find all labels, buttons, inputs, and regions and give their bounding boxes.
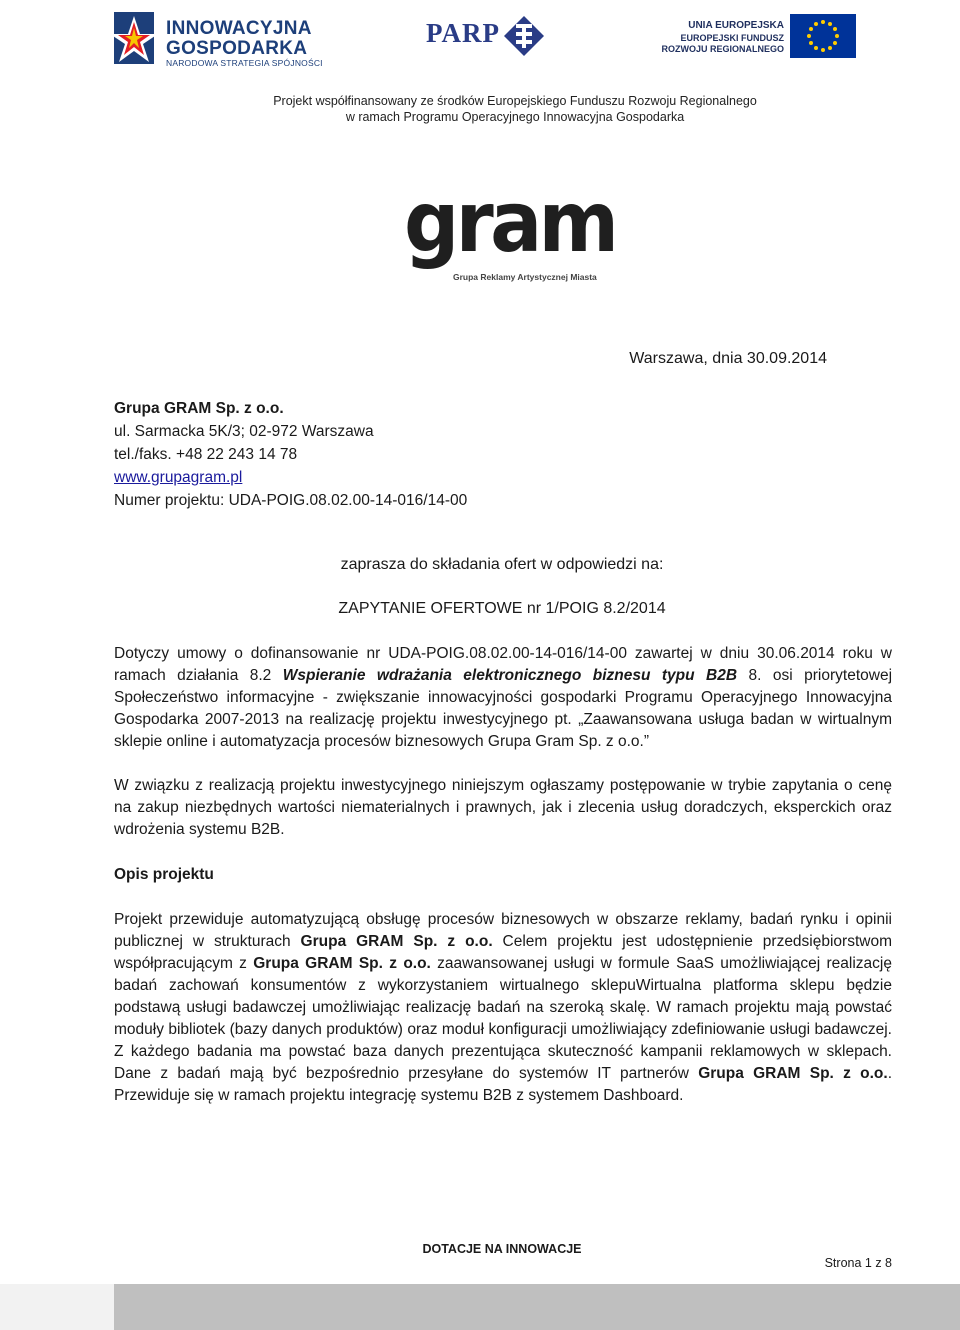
eu-flag-icon: [790, 14, 856, 58]
desc-text-2: Celem projektu jest udostępnienie przedsiębiorstwom współpracującym z: [114, 933, 892, 972]
eu-logo-line1: UNIA EUROPEJSKA: [688, 20, 784, 31]
ig-logo-line3: NARODOWA STRATEGIA SPÓJNOŚCI: [166, 58, 323, 68]
project-description-heading: Opis projektu: [114, 866, 214, 883]
eu-logo-line2: EUROPEJSKI FUNDUSZ: [680, 33, 784, 43]
parp-logo-text: PARP: [426, 18, 500, 48]
cofinance-line-1: Projekt współfinansowany ze środków Europejskiego Funduszu Rozwoju Regionalnego: [273, 94, 757, 108]
project-number: Numer projektu: UDA-POIG.08.02.00-14-016/14-00: [114, 492, 468, 509]
measure-name: Wspieranie wdrażania elektronicznego biznesu typu B2B: [282, 667, 738, 684]
phone-fax: tel./faks. +48 22 243 14 78: [114, 446, 298, 463]
desc-text-3: zaawansowanej usługi w formule SaaS umożliwiającej realizację badań zachowań konsumentów z wykorzystaniem wirtualnego sklepuWirtualna platforma sklepu będzie podstawą usługi badawczej umożliwiając realizację badań na szeroką skalę. W ramach projektu mają powstać moduły bibliotek (bazy danych produktów) oraz moduł konfiguracji umożliwiający zdefiniowanie usługi badawczej. Z każdego badania ma powstać baza danych prezentująca skuteczność kampanii reklamowych w sklepach. Dane z badań mają być bezpośrednio przesyłane do systemów IT partnerów: [114, 955, 892, 1082]
tender-title: ZAPYTANIE OFERTOWE nr 1/POIG 8.2/2014: [338, 600, 666, 617]
desc-text-1: Projekt przewiduje automatyzującą obsługę procesów biznesowych w obszarze reklamy, badań rynku i opinii publicznej w strukturach: [114, 911, 892, 950]
company-name: Grupa GRAM Sp. z o.o.: [114, 400, 284, 417]
date-line: Warszawa, dnia 30.09.2014: [629, 350, 827, 367]
parp-mark-icon: [502, 14, 546, 58]
desc-company-2: Grupa GRAM Sp. z o.o.: [253, 955, 431, 972]
parp-logo: [426, 12, 550, 60]
eu-logo: [661, 14, 856, 60]
paragraph-agreement-part2: 8. osi priorytetowej Społeczeństwo informacyjne - zwiększanie innowacyjności gospodarki Programu Operacyjnego Innowacyjna Gospodarka 2007-2013 na realizację projektu inwestycyjnego pt. „Zaawansowana usługa badan w wirtualnym sklepie online i automatyzacja procesów biznesowych Grupa Gram Sp. z o.o.”: [114, 667, 893, 750]
paragraph-project-description: [114, 909, 892, 1107]
desc-text-4: . Przewiduje się w ramach projektu integrację systemu B2B z systemem Dashboard.: [114, 1065, 892, 1104]
footer-slogan: DOTACJE NA INNOWACJE: [422, 1242, 582, 1256]
gram-logo-subtitle: Grupa Reklamy Artystycznej Miasta: [453, 272, 597, 282]
website-link[interactable]: www.grupagram.pl: [114, 469, 243, 486]
street-address: ul. Sarmacka 5K/3; 02-972 Warszawa: [114, 423, 374, 440]
invitation-line: zaprasza do składania ofert w odpowiedzi na:: [340, 556, 664, 573]
paragraph-agreement: [114, 643, 892, 753]
desc-company-1: Grupa GRAM Sp. z o.o.: [300, 933, 493, 950]
cofinance-line-2: w ramach Programu Operacyjnego Innowacyjna Gospodarka: [345, 110, 685, 124]
desc-company-3: Grupa GRAM Sp. z o.o.: [698, 1065, 888, 1082]
gram-logo: [404, 173, 616, 288]
ig-star-icon: [110, 4, 164, 70]
page-number: Strona 1 z 8: [824, 1256, 892, 1270]
ig-logo-line2: GOSPODARKA: [166, 38, 308, 59]
sender-address: [114, 397, 467, 512]
innowacyjna-gospodarka-logo: [110, 4, 323, 70]
footer-bar-edge: [0, 1284, 114, 1330]
footer-gray-bar: [114, 1284, 960, 1330]
gram-logo-word: gram: [404, 173, 616, 271]
ig-logo-line1: INNOWACYJNA: [166, 18, 312, 39]
paragraph-agreement-part1: Dotyczy umowy o dofinansowanie nr UDA-POIG.08.02.00-14-016/14-00 zawartej w dniu 30.06.2014 roku w ramach działania 8.2: [114, 645, 892, 684]
paragraph-procedure: W związku z realizacją projektu inwestycyjnego niniejszym ogłaszamy postępowanie w trybie zapytania o cenę na zakup niezbędnych wartości niematerialnych i prawnych, jak i zlecenia usług doradczych, eksperckich oraz wdrożenia systemu B2B.: [114, 777, 892, 838]
eu-logo-line3: ROZWOJU REGIONALNEGO: [661, 44, 784, 54]
